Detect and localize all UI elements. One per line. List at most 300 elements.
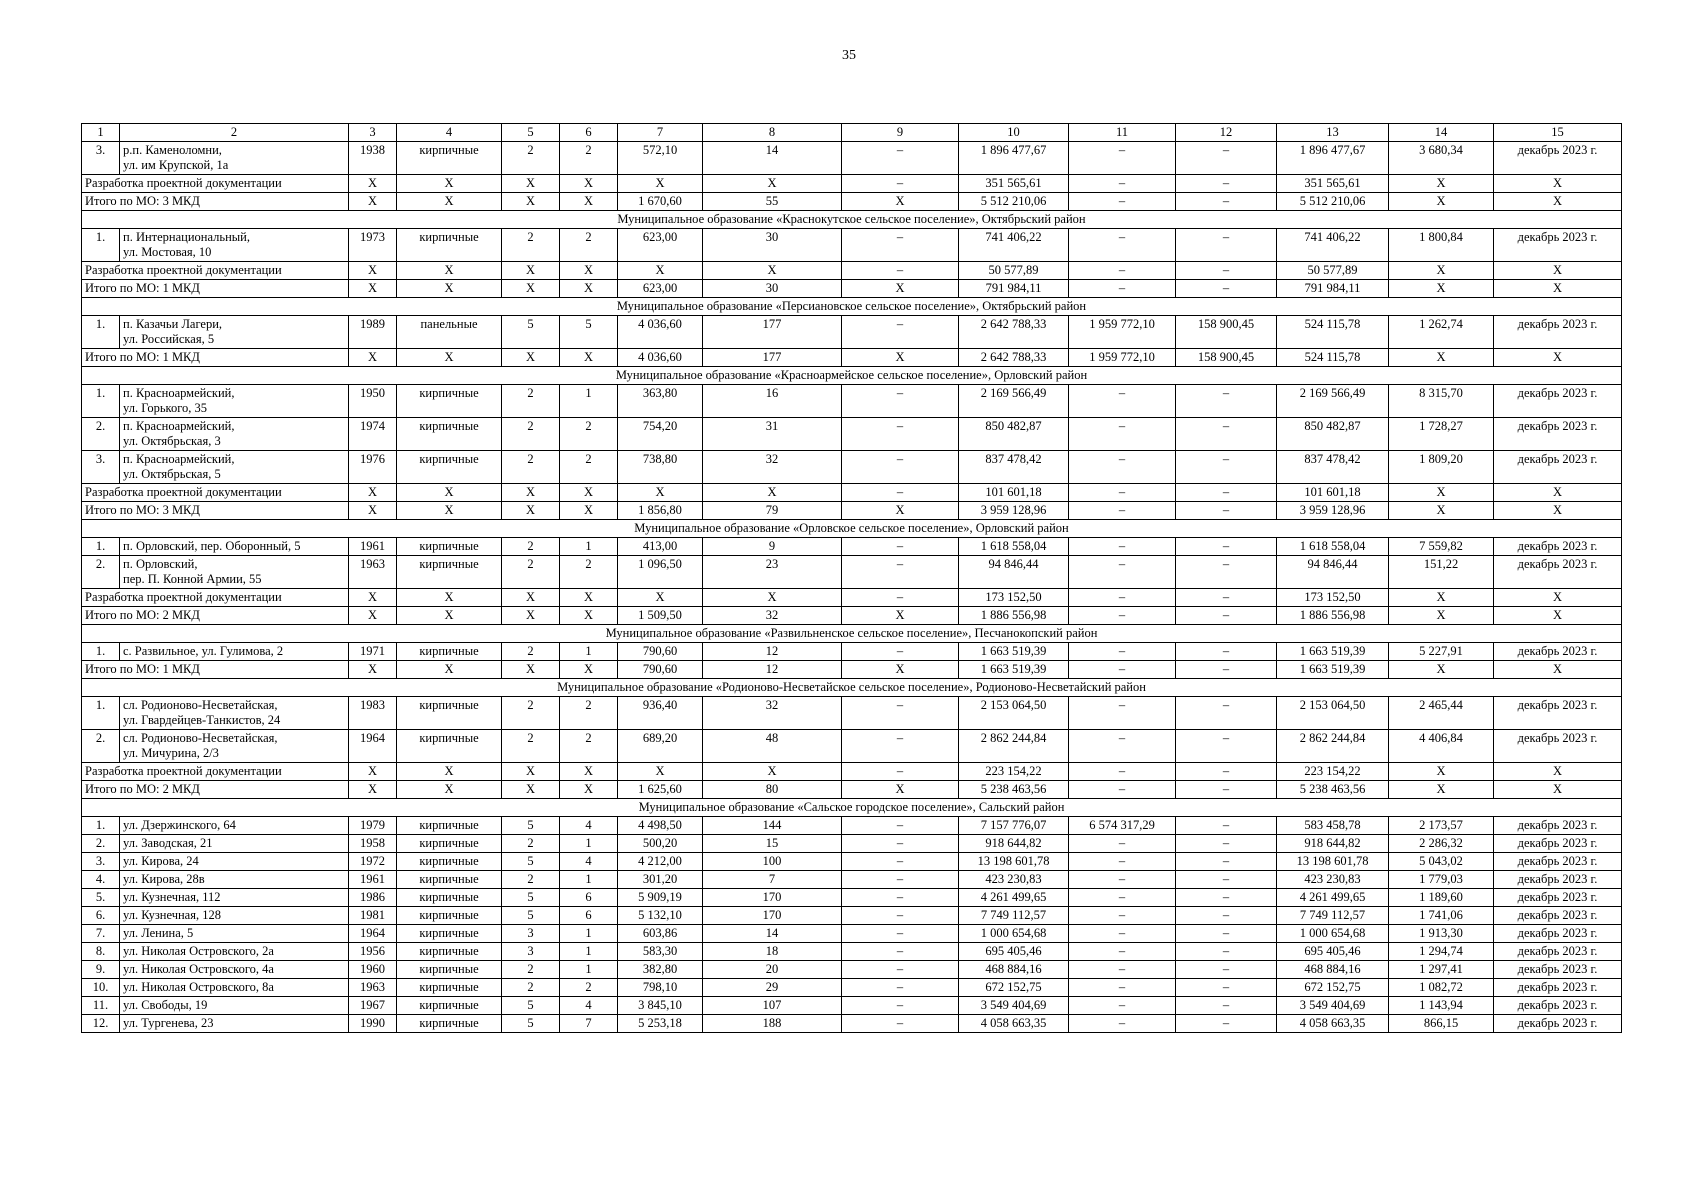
table-cell: 2 — [502, 730, 560, 763]
summary-cell: – — [1176, 280, 1277, 298]
summary-cell: 5 238 463,56 — [959, 781, 1069, 799]
table-cell: декабрь 2023 г. — [1494, 889, 1622, 907]
table-cell: декабрь 2023 г. — [1494, 979, 1622, 997]
table-cell: 4 406,84 — [1389, 730, 1494, 763]
table-cell: 32 — [703, 697, 842, 730]
summary-cell: 158 900,45 — [1176, 349, 1277, 367]
table-cell: – — [842, 835, 959, 853]
summary-row — [82, 502, 1622, 520]
table-cell: 2 — [560, 979, 618, 997]
table-cell: кирпичные — [397, 1015, 502, 1033]
table-cell: – — [1176, 385, 1277, 418]
summary-cell: X — [397, 661, 502, 679]
table-cell: 5 — [502, 907, 560, 925]
table-cell: 4 — [560, 997, 618, 1015]
table-cell: кирпичные — [397, 730, 502, 763]
table-cell: 1956 — [349, 943, 397, 961]
table-row — [82, 961, 1622, 979]
table-cell: – — [1176, 961, 1277, 979]
header-cell: 10 — [959, 124, 1069, 142]
summary-cell: – — [842, 589, 959, 607]
table-cell: 23 — [703, 556, 842, 589]
municipality-title: Муниципальное образование «Краснокутское сельское поселение», Октябрьский район — [82, 211, 1622, 229]
summary-cell: 791 984,11 — [959, 280, 1069, 298]
table-cell: 1 — [560, 835, 618, 853]
table-row — [82, 925, 1622, 943]
table-cell: 4 — [560, 817, 618, 835]
summary-cell: 173 152,50 — [1277, 589, 1389, 607]
summary-label: Итого по МО: 1 МКД — [82, 349, 349, 367]
table-row — [82, 907, 1622, 925]
summary-cell: 1 625,60 — [618, 781, 703, 799]
table-cell: кирпичные — [397, 229, 502, 262]
table-cell: 468 884,16 — [1277, 961, 1389, 979]
table-cell: – — [842, 418, 959, 451]
table-row — [82, 697, 1622, 730]
table-cell: 2 — [502, 835, 560, 853]
header-cell: 9 — [842, 124, 959, 142]
summary-cell: X — [1389, 193, 1494, 211]
row-number: 1. — [82, 385, 120, 418]
table-cell: 1 000 654,68 — [959, 925, 1069, 943]
summary-row — [82, 262, 1622, 280]
table-cell: 7 — [560, 1015, 618, 1033]
table-cell: 1 663 519,39 — [959, 643, 1069, 661]
address-cell: ул. Заводская, 21 — [120, 835, 349, 853]
summary-cell: 1 959 772,10 — [1069, 349, 1176, 367]
table-cell: 2 169 566,49 — [1277, 385, 1389, 418]
table-cell: 48 — [703, 730, 842, 763]
summary-cell: X — [1389, 502, 1494, 520]
row-number: 3. — [82, 142, 120, 175]
table-cell: – — [1176, 979, 1277, 997]
summary-cell: X — [560, 484, 618, 502]
table-cell: – — [1176, 997, 1277, 1015]
table-cell: – — [1069, 943, 1176, 961]
summary-cell: – — [1069, 193, 1176, 211]
summary-cell: 80 — [703, 781, 842, 799]
summary-cell: 5 512 210,06 — [1277, 193, 1389, 211]
table-cell: – — [1069, 229, 1176, 262]
summary-cell: X — [502, 502, 560, 520]
table-cell: кирпичные — [397, 817, 502, 835]
table-cell: 2 — [502, 538, 560, 556]
table-cell: кирпичные — [397, 961, 502, 979]
table-cell: декабрь 2023 г. — [1494, 961, 1622, 979]
table-cell: 7 559,82 — [1389, 538, 1494, 556]
row-number: 2. — [82, 835, 120, 853]
table-cell: декабрь 2023 г. — [1494, 418, 1622, 451]
table-cell: декабрь 2023 г. — [1494, 1015, 1622, 1033]
header-cell: 13 — [1277, 124, 1389, 142]
table-cell: 1 728,27 — [1389, 418, 1494, 451]
summary-cell: X — [1494, 502, 1622, 520]
table-cell: 4 498,50 — [618, 817, 703, 835]
table-cell: 2 — [502, 385, 560, 418]
summary-cell: X — [349, 262, 397, 280]
table-cell: 144 — [703, 817, 842, 835]
table-cell: – — [842, 451, 959, 484]
table-cell: 1 896 477,67 — [1277, 142, 1389, 175]
summary-cell: X — [560, 175, 618, 193]
summary-cell: 101 601,18 — [1277, 484, 1389, 502]
table-row — [82, 229, 1622, 262]
table-row — [82, 316, 1622, 349]
summary-cell: X — [349, 502, 397, 520]
table-cell: 423 230,83 — [959, 871, 1069, 889]
table-cell: 1963 — [349, 979, 397, 997]
table-row — [82, 889, 1622, 907]
table-cell: 7 157 776,07 — [959, 817, 1069, 835]
table-cell: 1967 — [349, 997, 397, 1015]
table-cell: 5 — [560, 316, 618, 349]
table-cell: декабрь 2023 г. — [1494, 730, 1622, 763]
table-cell: 918 644,82 — [1277, 835, 1389, 853]
address-cell: ул. Николая Островского, 2а — [120, 943, 349, 961]
table-cell: 850 482,87 — [959, 418, 1069, 451]
summary-cell: X — [618, 763, 703, 781]
table-cell: 583 458,78 — [1277, 817, 1389, 835]
summary-row — [82, 280, 1622, 298]
table-cell: 1 000 654,68 — [1277, 925, 1389, 943]
summary-cell: 3 959 128,96 — [959, 502, 1069, 520]
table-cell: 4 058 663,35 — [1277, 1015, 1389, 1033]
table-cell: 413,00 — [618, 538, 703, 556]
summary-cell: – — [1176, 607, 1277, 625]
address-cell: ул. Кузнечная, 128 — [120, 907, 349, 925]
header-cell: 3 — [349, 124, 397, 142]
table-cell: 3 — [502, 925, 560, 943]
municipality-title: Муниципальное образование «Сальское городское поселение», Сальский район — [82, 799, 1622, 817]
table-cell: 170 — [703, 889, 842, 907]
table-cell: 30 — [703, 229, 842, 262]
summary-cell: X — [397, 262, 502, 280]
table-cell: 2 153 064,50 — [959, 697, 1069, 730]
table-cell: – — [842, 643, 959, 661]
table-cell: 4 036,60 — [618, 316, 703, 349]
address-cell: п. Орловский, пер. Оборонный, 5 — [120, 538, 349, 556]
table-cell: 1961 — [349, 538, 397, 556]
address-cell: ул. Кирова, 24 — [120, 853, 349, 871]
summary-cell: – — [1069, 607, 1176, 625]
row-number: 3. — [82, 451, 120, 484]
table-cell: 107 — [703, 997, 842, 1015]
table-cell: 1 — [560, 643, 618, 661]
table-cell: 2 — [560, 730, 618, 763]
summary-cell: X — [1389, 661, 1494, 679]
summary-cell: 1 670,60 — [618, 193, 703, 211]
summary-label: Итого по МО: 1 МКД — [82, 280, 349, 298]
table-cell: 2 — [560, 142, 618, 175]
table-cell: 1979 — [349, 817, 397, 835]
table-cell: – — [842, 925, 959, 943]
header-cell: 8 — [703, 124, 842, 142]
summary-cell: – — [1176, 781, 1277, 799]
table-cell: 2 169 566,49 — [959, 385, 1069, 418]
table-cell: – — [1069, 997, 1176, 1015]
summary-cell: 351 565,61 — [959, 175, 1069, 193]
address-cell: сл. Родионово-Несветайская, ул. Мичурина, 2/3 — [120, 730, 349, 763]
address-cell: ул. Николая Островского, 4а — [120, 961, 349, 979]
table-cell: – — [1069, 925, 1176, 943]
municipality-title: Муниципальное образование «Персиановское сельское поселение», Октябрьский район — [82, 298, 1622, 316]
table-cell: 2 — [502, 979, 560, 997]
address-cell: с. Развильное, ул. Гулимова, 2 — [120, 643, 349, 661]
summary-row — [82, 589, 1622, 607]
table-cell: 1958 — [349, 835, 397, 853]
summary-cell: – — [1176, 262, 1277, 280]
table-cell: – — [1069, 889, 1176, 907]
summary-cell: – — [1069, 781, 1176, 799]
summary-cell: X — [349, 349, 397, 367]
table-cell: декабрь 2023 г. — [1494, 142, 1622, 175]
summary-cell: X — [1494, 193, 1622, 211]
summary-label: Разработка проектной документации — [82, 589, 349, 607]
address-cell: ул. Кузнечная, 112 — [120, 889, 349, 907]
table-cell: – — [842, 316, 959, 349]
summary-cell: 223 154,22 — [959, 763, 1069, 781]
summary-cell: X — [502, 589, 560, 607]
municipality-title: Муниципальное образование «Орловское сельское поселение», Орловский район — [82, 520, 1622, 538]
table-cell: 18 — [703, 943, 842, 961]
table-cell: – — [842, 853, 959, 871]
summary-cell: X — [1389, 484, 1494, 502]
summary-cell: X — [502, 661, 560, 679]
summary-cell: X — [618, 484, 703, 502]
table-cell: 918 644,82 — [959, 835, 1069, 853]
summary-cell: 32 — [703, 607, 842, 625]
row-number: 7. — [82, 925, 120, 943]
table-cell: – — [1176, 229, 1277, 262]
table-row — [82, 853, 1622, 871]
summary-cell: X — [560, 349, 618, 367]
table-cell: – — [1176, 142, 1277, 175]
table-cell: 1989 — [349, 316, 397, 349]
summary-cell: – — [1176, 484, 1277, 502]
table-cell: – — [1069, 979, 1176, 997]
summary-cell: – — [842, 262, 959, 280]
row-number: 1. — [82, 697, 120, 730]
table-cell: декабрь 2023 г. — [1494, 835, 1622, 853]
summary-cell: X — [1494, 484, 1622, 502]
table-cell: – — [1176, 451, 1277, 484]
table-row — [82, 835, 1622, 853]
table-cell: 2 286,32 — [1389, 835, 1494, 853]
table-cell: – — [1176, 907, 1277, 925]
table-cell: декабрь 2023 г. — [1494, 853, 1622, 871]
summary-cell: – — [1176, 175, 1277, 193]
table-cell: декабрь 2023 г. — [1494, 817, 1622, 835]
table-cell: 1 — [560, 538, 618, 556]
municipality-title: Муниципальное образование «Родионово-Несветайское сельское поселение», Родионово-Несветайский район — [82, 679, 1622, 697]
summary-cell: 351 565,61 — [1277, 175, 1389, 193]
table-row — [82, 997, 1622, 1015]
row-number: 8. — [82, 943, 120, 961]
summary-cell: 623,00 — [618, 280, 703, 298]
table-cell: декабрь 2023 г. — [1494, 907, 1622, 925]
summary-cell: 791 984,11 — [1277, 280, 1389, 298]
table-row — [82, 385, 1622, 418]
table-row — [82, 451, 1622, 484]
municipality-title: Муниципальное образование «Красноармейское сельское поселение», Орловский район — [82, 367, 1622, 385]
summary-label: Итого по МО: 3 МКД — [82, 502, 349, 520]
table-row — [82, 538, 1622, 556]
summary-cell: X — [703, 484, 842, 502]
header-cell: 11 — [1069, 124, 1176, 142]
summary-cell: 1 509,50 — [618, 607, 703, 625]
table-cell: – — [1069, 385, 1176, 418]
summary-cell: X — [397, 607, 502, 625]
summary-cell: X — [1494, 763, 1622, 781]
table-cell: – — [1176, 1015, 1277, 1033]
summary-cell: X — [560, 661, 618, 679]
table-cell: кирпичные — [397, 385, 502, 418]
table-cell: 177 — [703, 316, 842, 349]
table-cell: – — [1069, 697, 1176, 730]
table-cell: – — [1176, 538, 1277, 556]
table-cell: 583,30 — [618, 943, 703, 961]
table-cell: – — [1069, 451, 1176, 484]
table-cell: 13 198 601,78 — [959, 853, 1069, 871]
table-cell: кирпичные — [397, 538, 502, 556]
table-row — [82, 643, 1622, 661]
summary-cell: X — [1494, 175, 1622, 193]
table-cell: – — [842, 385, 959, 418]
summary-cell: X — [349, 484, 397, 502]
summary-cell: 79 — [703, 502, 842, 520]
table-cell: 1960 — [349, 961, 397, 979]
table-cell: 20 — [703, 961, 842, 979]
table-cell: – — [1069, 1015, 1176, 1033]
summary-cell: 4 036,60 — [618, 349, 703, 367]
table-cell: декабрь 2023 г. — [1494, 316, 1622, 349]
summary-cell: 177 — [703, 349, 842, 367]
address-cell: ул. Дзержинского, 64 — [120, 817, 349, 835]
header-cell: 7 — [618, 124, 703, 142]
table-row — [82, 730, 1622, 763]
table-cell: кирпичные — [397, 907, 502, 925]
table-cell: 837 478,42 — [959, 451, 1069, 484]
summary-cell: – — [842, 175, 959, 193]
table-cell: 9 — [703, 538, 842, 556]
row-number: 12. — [82, 1015, 120, 1033]
table-cell: 4 261 499,65 — [959, 889, 1069, 907]
table-cell: 1963 — [349, 556, 397, 589]
summary-cell: 30 — [703, 280, 842, 298]
table-row — [82, 418, 1622, 451]
summary-cell: X — [560, 763, 618, 781]
table-cell: кирпичные — [397, 943, 502, 961]
summary-cell: X — [349, 280, 397, 298]
table-cell: 13 198 601,78 — [1277, 853, 1389, 871]
summary-cell: – — [1069, 280, 1176, 298]
summary-cell: – — [1069, 661, 1176, 679]
summary-label: Итого по МО: 2 МКД — [82, 607, 349, 625]
table-cell: 29 — [703, 979, 842, 997]
summary-cell: 790,60 — [618, 661, 703, 679]
summary-row — [82, 484, 1622, 502]
table-cell: 1981 — [349, 907, 397, 925]
summary-cell: X — [397, 280, 502, 298]
address-cell: р.п. Каменоломни, ул. им Крупской, 1а — [120, 142, 349, 175]
table-row — [82, 979, 1622, 997]
summary-cell: 173 152,50 — [959, 589, 1069, 607]
table-cell: 363,80 — [618, 385, 703, 418]
summary-cell: X — [1494, 589, 1622, 607]
table-cell: 5 — [502, 997, 560, 1015]
row-number: 5. — [82, 889, 120, 907]
table-cell: – — [842, 961, 959, 979]
table-cell: 1976 — [349, 451, 397, 484]
summary-cell: X — [502, 484, 560, 502]
table-cell: 790,60 — [618, 643, 703, 661]
row-number: 11. — [82, 997, 120, 1015]
summary-cell: X — [502, 349, 560, 367]
summary-cell: – — [842, 763, 959, 781]
table-cell: 1 809,20 — [1389, 451, 1494, 484]
summary-cell: 5 512 210,06 — [959, 193, 1069, 211]
table-cell: – — [1176, 835, 1277, 853]
row-number: 1. — [82, 316, 120, 349]
table-cell: кирпичные — [397, 889, 502, 907]
header-cell: 15 — [1494, 124, 1622, 142]
table-cell: 689,20 — [618, 730, 703, 763]
table-cell: 1938 — [349, 142, 397, 175]
table-cell: 2 — [502, 961, 560, 979]
summary-cell: 1 856,80 — [618, 502, 703, 520]
summary-cell: 1 886 556,98 — [1277, 607, 1389, 625]
table-cell: декабрь 2023 г. — [1494, 385, 1622, 418]
summary-cell: 12 — [703, 661, 842, 679]
summary-cell: X — [1389, 280, 1494, 298]
table-cell: 837 478,42 — [1277, 451, 1389, 484]
summary-cell: X — [618, 589, 703, 607]
row-number: 1. — [82, 229, 120, 262]
table-row — [82, 817, 1622, 835]
table-cell: 572,10 — [618, 142, 703, 175]
address-cell: п. Казачьи Лагери, ул. Российская, 5 — [120, 316, 349, 349]
table-cell: 31 — [703, 418, 842, 451]
summary-cell: 524 115,78 — [1277, 349, 1389, 367]
summary-cell: X — [842, 781, 959, 799]
summary-cell: X — [349, 661, 397, 679]
table-cell: 100 — [703, 853, 842, 871]
table-cell: – — [1176, 853, 1277, 871]
table-cell: 2 — [502, 643, 560, 661]
table-cell: 16 — [703, 385, 842, 418]
table-cell: – — [1069, 961, 1176, 979]
table-cell: 2 — [502, 871, 560, 889]
table-cell: кирпичные — [397, 925, 502, 943]
summary-cell: X — [560, 262, 618, 280]
summary-cell: X — [502, 280, 560, 298]
summary-cell: – — [1176, 193, 1277, 211]
table-cell: 1 — [560, 943, 618, 961]
table-cell: 2 — [502, 142, 560, 175]
summary-cell: X — [397, 349, 502, 367]
summary-cell: – — [1176, 661, 1277, 679]
row-number: 3. — [82, 853, 120, 871]
table-cell: декабрь 2023 г. — [1494, 643, 1622, 661]
table-cell: 623,00 — [618, 229, 703, 262]
summary-label: Разработка проектной документации — [82, 175, 349, 193]
summary-cell: 2 642 788,33 — [959, 349, 1069, 367]
table-cell: 2 — [502, 418, 560, 451]
summary-cell: X — [397, 484, 502, 502]
table-cell: 524 115,78 — [1277, 316, 1389, 349]
header-row — [82, 124, 1622, 142]
summary-cell: X — [397, 175, 502, 193]
